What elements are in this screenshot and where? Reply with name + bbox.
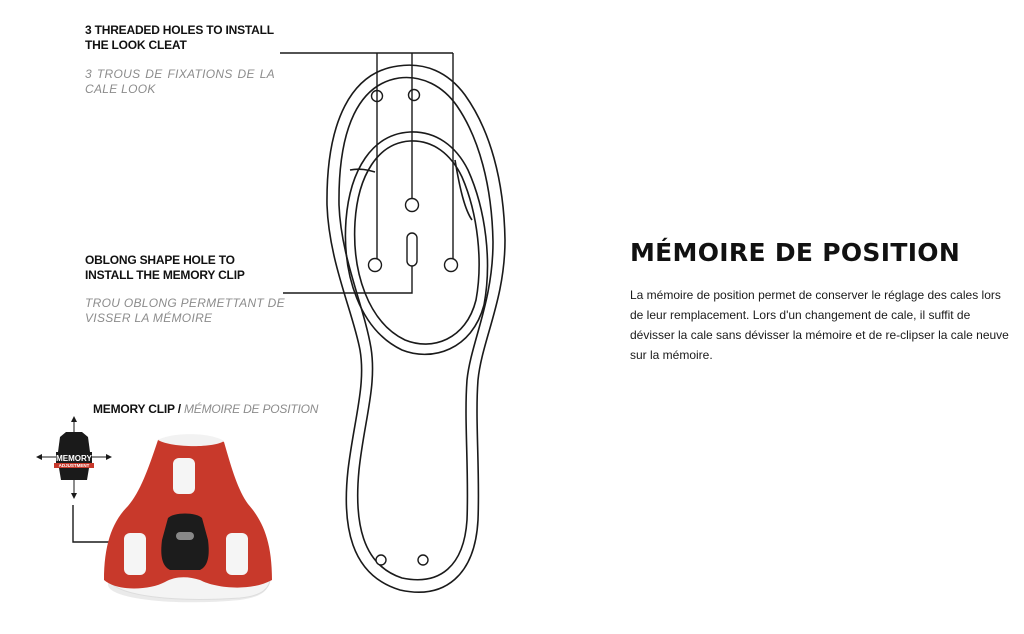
memory-badge-line2: ADJUSTMENT xyxy=(58,463,90,468)
threaded-hole xyxy=(445,259,458,272)
heel-hole xyxy=(418,555,428,565)
sole-outline xyxy=(327,65,505,592)
oblong-callout-title: OBLONG SHAPE HOLE TO INSTALL THE MEMORY CLIP xyxy=(85,253,245,282)
oblong-leader xyxy=(283,266,412,293)
sole-holes xyxy=(369,90,458,566)
cleat-slot xyxy=(226,533,248,575)
memory-clip-slot xyxy=(176,532,194,540)
holes-callout-title: 3 THREADED HOLES TO INSTALL THE LOOK CLEAT xyxy=(85,23,274,52)
oblong-callout-subtitle: TROU OBLONG PERMETTANT DE VISSER LA MÉMOIRE xyxy=(85,296,285,325)
heel-hole xyxy=(376,555,386,565)
threaded-hole xyxy=(409,90,420,101)
memory-clip-separator: / xyxy=(177,402,181,416)
memory-clip-title: MEMORY CLIP xyxy=(93,402,175,416)
cleat-slot xyxy=(173,458,195,494)
memory-badge-icon xyxy=(36,416,112,499)
arch-line xyxy=(350,169,375,172)
memory-badge-line1: MEMORY xyxy=(56,454,92,463)
section-body: La mémoire de position permet de conserver le réglage des cales lors de leur remplacement. Lors d'un changement de cale, il suffit de dévisser la cale sans dévisser la mémoire et de re-clipser la cale neuve sur la mémoire. xyxy=(630,288,1009,362)
section-title: MÉMOIRE DE POSITION xyxy=(630,238,961,267)
threaded-hole xyxy=(406,199,419,212)
memory-clip xyxy=(161,514,208,571)
threaded-hole xyxy=(369,259,382,272)
memory-clip-subtitle: MÉMOIRE DE POSITION xyxy=(184,402,319,416)
cleat-slot xyxy=(124,533,146,575)
holes-callout-subtitle: 3 TROUS DE FIXATIONS DE LA CALE LOOK xyxy=(85,67,275,96)
oblong-hole xyxy=(407,233,417,266)
cleat-illustration xyxy=(104,434,272,602)
memory-clip-callout xyxy=(93,402,318,417)
sole-inner-edge xyxy=(339,78,493,580)
